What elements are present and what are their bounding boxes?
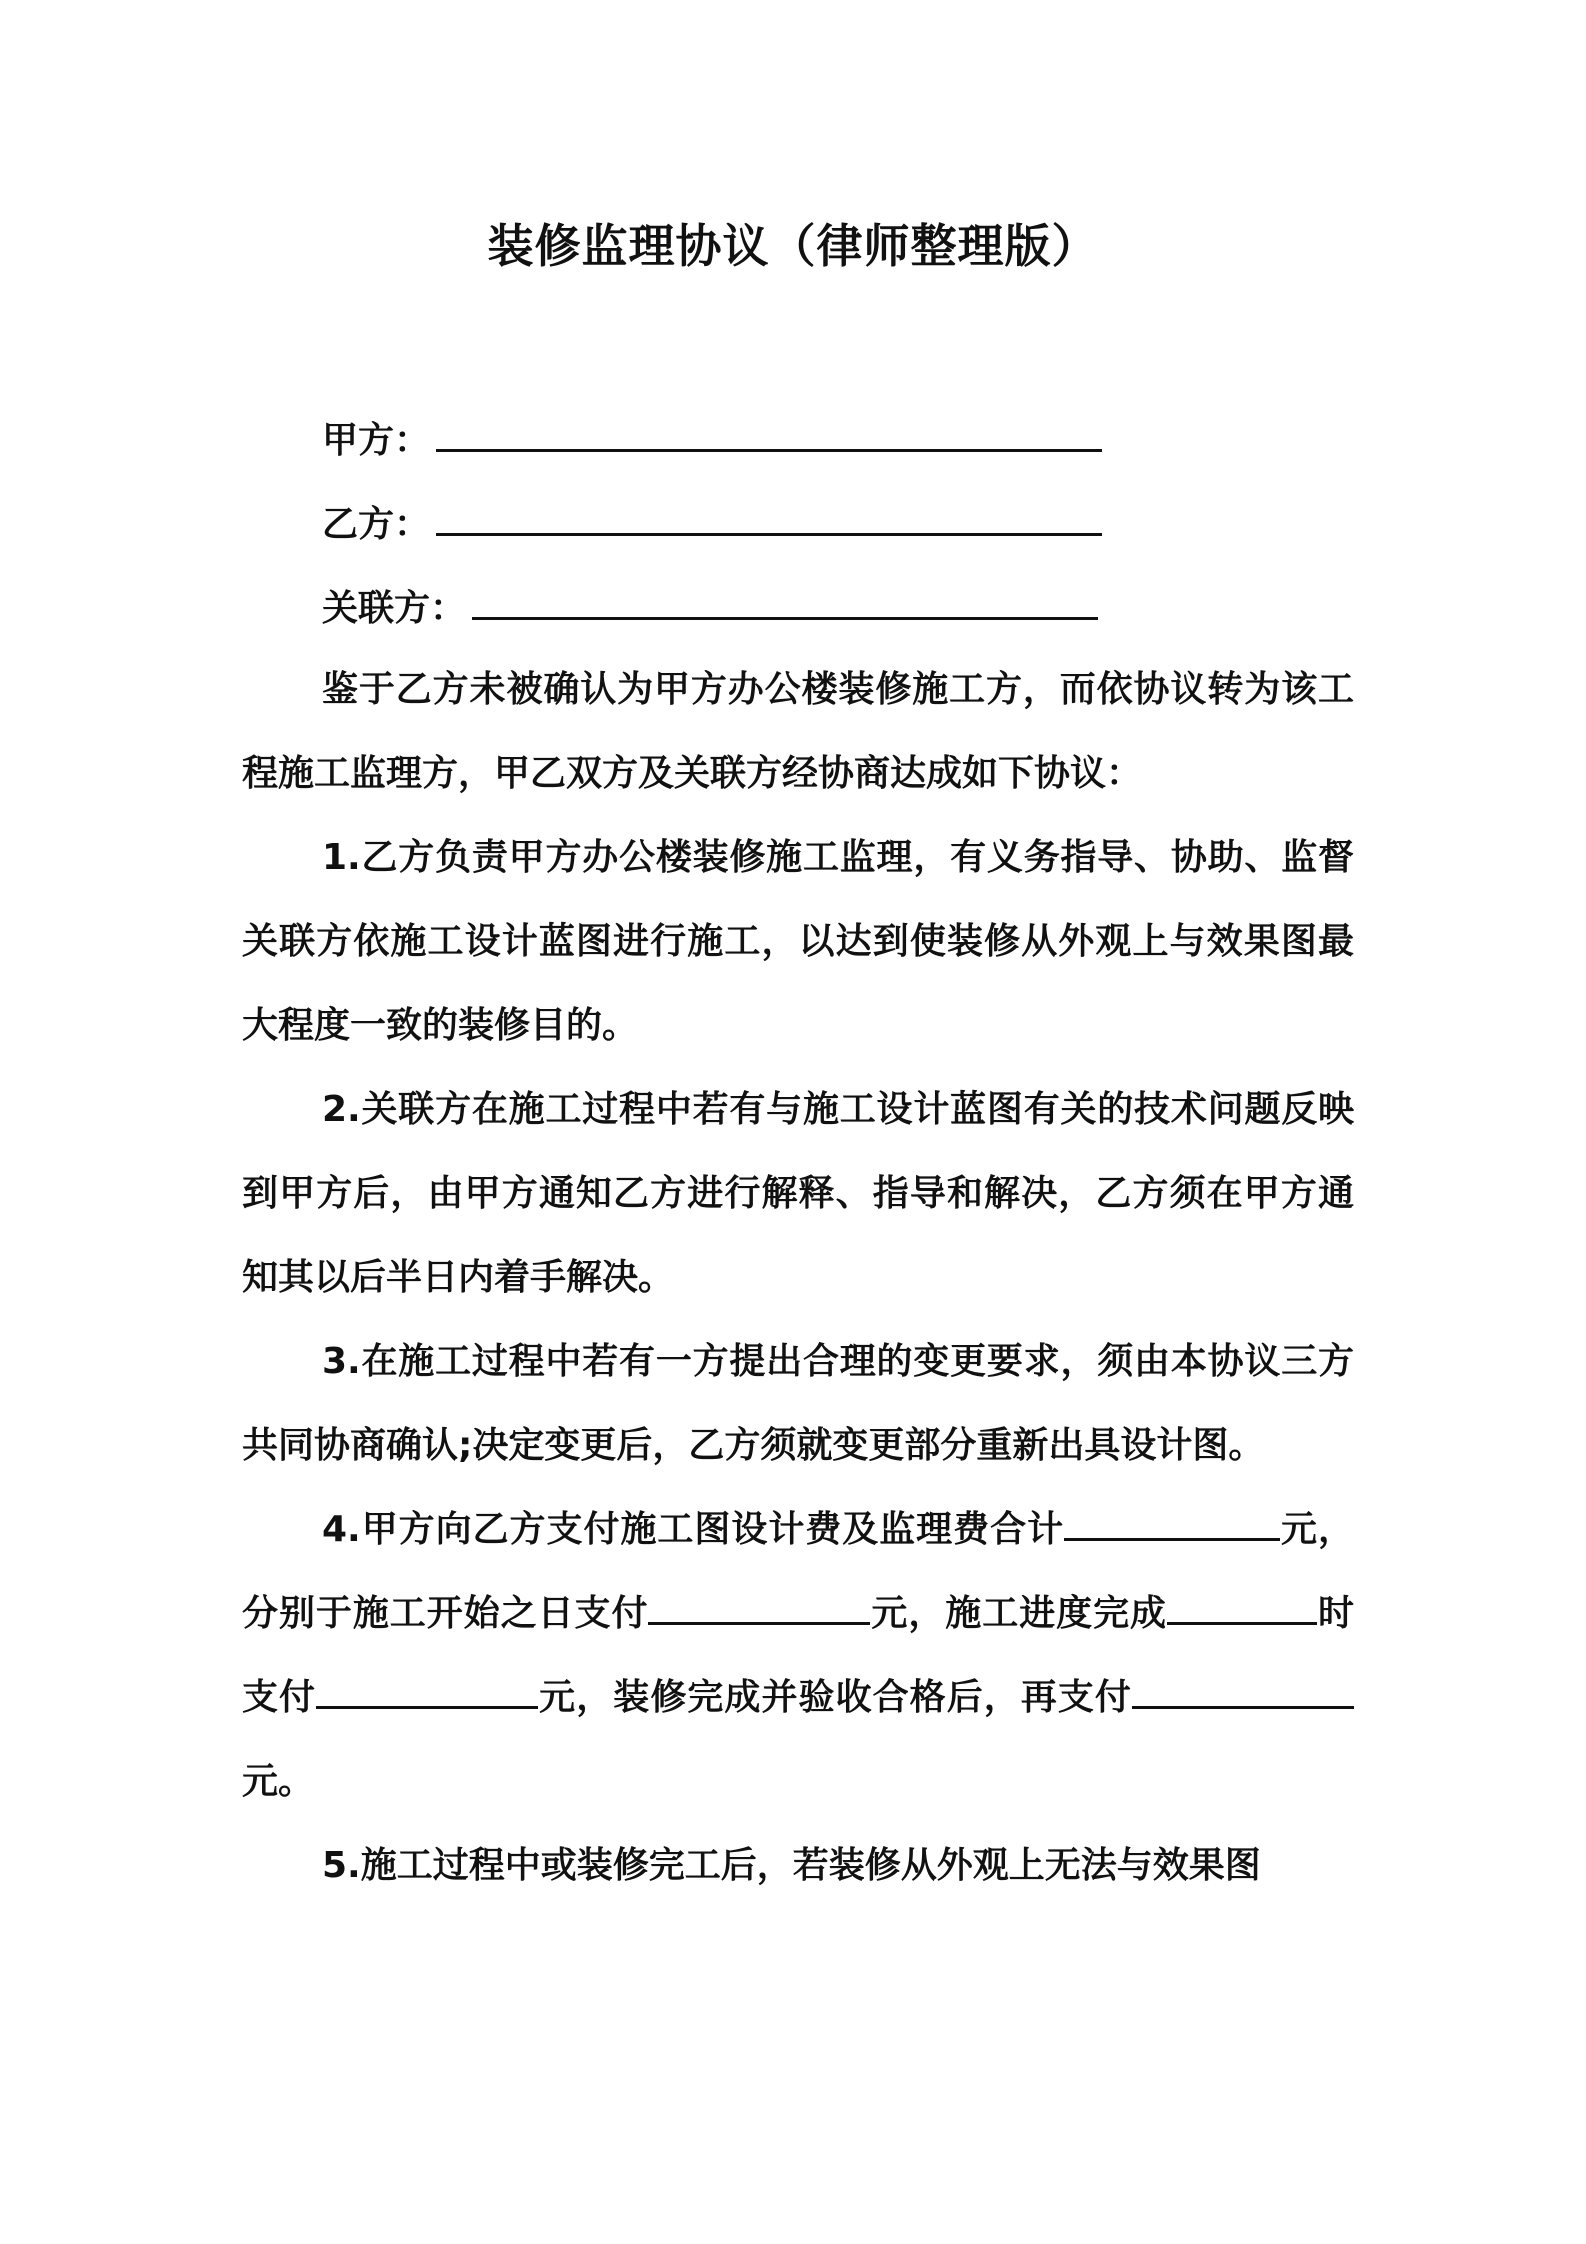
document-body <box>242 648 1354 1908</box>
related-party-line <box>322 584 1098 634</box>
clause-4-part-2: 元，分别于施工开始之日支付 <box>242 1509 1354 1634</box>
clause-4-part-4: 时支付 <box>242 1593 1354 1718</box>
preamble: 鉴于乙方未被确认为甲方办公楼装修施工方，而依协议转为该工程施工监理方，甲乙双方及关联方经协商达成如下协议： <box>242 669 1354 794</box>
party-b-blank <box>436 509 1102 536</box>
clause-3: 3.在施工过程中若有一方提出合理的变更要求，须由本协议三方共同协商确认;决定变更后，乙方须就变更部分重新出具设计图。 <box>242 1341 1354 1466</box>
clause-1: 1.乙方负责甲方办公楼装修施工监理，有义务指导、协助、监督关联方依施工设计蓝图进行施工，以达到使装修从外观上与效果图最大程度一致的装修目的。 <box>242 837 1354 1046</box>
party-a-line <box>322 416 1102 466</box>
total-fee-blank <box>1064 1508 1280 1541</box>
party-a-label: 甲方： <box>322 420 431 461</box>
party-b-label: 乙方： <box>322 504 431 545</box>
second-payment-blank <box>316 1676 538 1709</box>
clause-4-part-3: 元，施工进度完成 <box>870 1593 1168 1634</box>
party-b-line <box>322 500 1102 550</box>
clause-4-part-1: 4.甲方向乙方支付施工图设计费及监理费合计 <box>322 1509 1065 1550</box>
related-party-blank <box>472 593 1098 620</box>
clause-5: 5.施工过程中或装修完工后，若装修从外观上无法与效果图 <box>322 1845 1261 1886</box>
party-a-blank <box>436 425 1102 452</box>
progress-blank <box>1167 1592 1317 1625</box>
clause-4-part-6: 元。 <box>242 1761 315 1802</box>
related-party-label: 关联方： <box>322 588 467 629</box>
document-title: 装修监理协议（律师整理版） <box>487 219 1099 273</box>
clause-4-part-5: 元，装修完成并验收合格后，再支付 <box>538 1677 1132 1718</box>
first-payment-blank <box>648 1592 870 1625</box>
final-payment-blank <box>1132 1676 1354 1709</box>
clause-4 <box>242 1488 1354 1824</box>
clause-2: 2.关联方在施工过程中若有与施工设计蓝图有关的技术问题反映到甲方后，由甲方通知乙方进行解释、指导和解决，乙方须在甲方通知其以后半日内着手解决。 <box>242 1089 1354 1298</box>
